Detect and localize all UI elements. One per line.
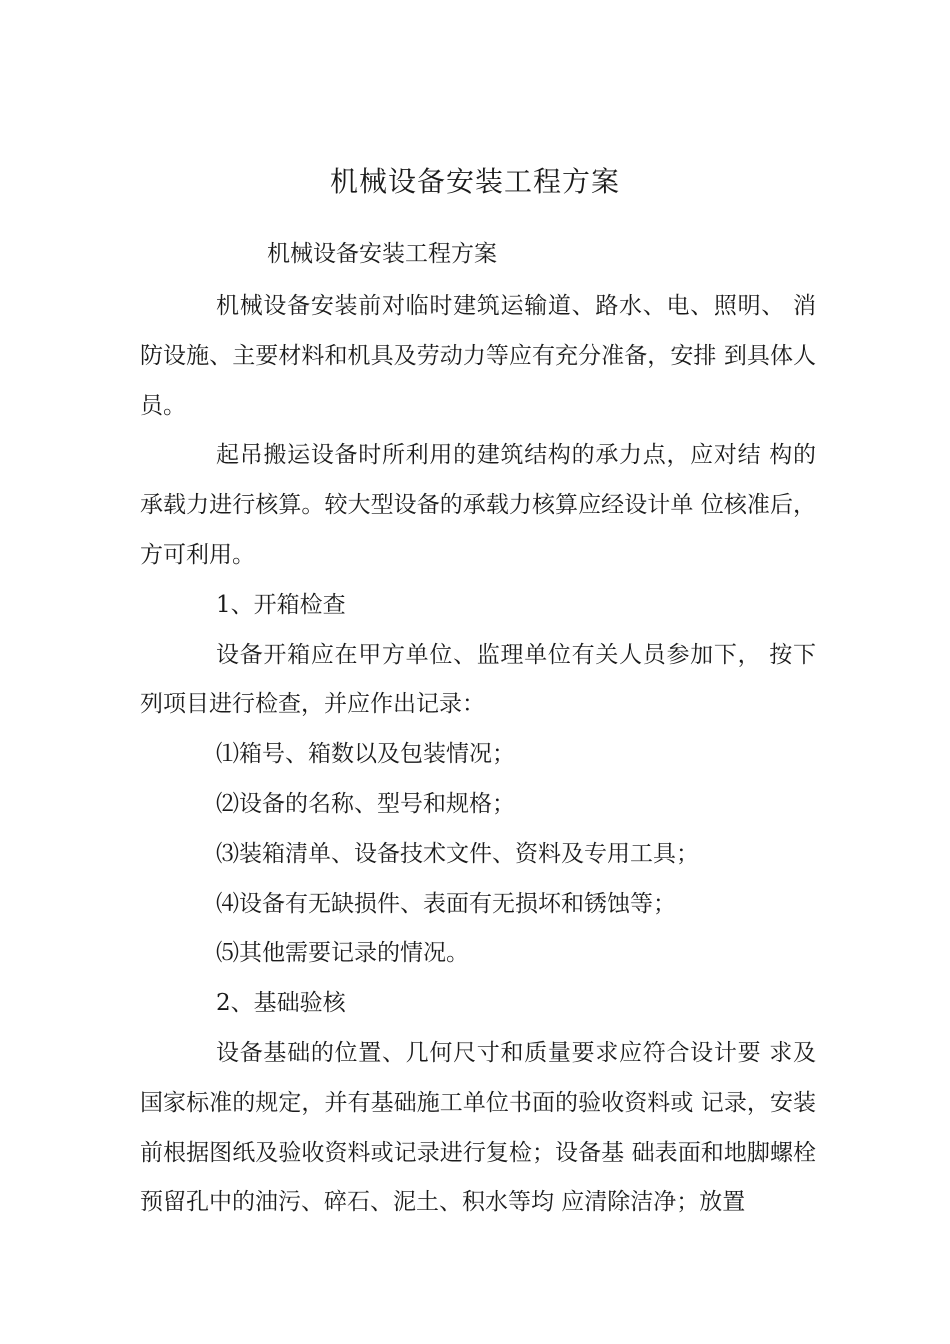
document-subtitle: 机械设备安装工程方案 xyxy=(267,241,497,267)
list-item: ⑴箱号、箱数以及包装情况； xyxy=(216,741,515,768)
list-item: ⑶装箱清单、设备技术文件、资料及专用工具； xyxy=(216,840,699,867)
paragraph-preparation: 机械设备安装前对临时建筑运输道、路水、电、照明、 消防设施、主要材料和机具及劳动力等应有充分准备，安排 到具体人员。 xyxy=(140,293,816,419)
list-item: ⑵设备的名称、型号和规格； xyxy=(216,790,515,817)
paragraph-lifting: 起吊搬运设备时所利用的建筑结构的承力点，应对结 构的承载力进行核算。较大型设备的承载力核算应经设计单 位核准后，方可利用。 xyxy=(140,442,816,568)
list-item: ⑷设备有无缺损件、表面有无损坏和锈蚀等； xyxy=(216,890,676,917)
document-title: 机械设备安装工程方案 xyxy=(329,165,620,198)
list-item: ⑸其他需要记录的情况。 xyxy=(216,940,469,967)
paragraph-unpacking-intro: 设备开箱应在甲方单位、监理单位有关人员参加下， 按下列项目进行检查，并应作出记录： xyxy=(140,641,816,718)
document-body xyxy=(140,282,816,1228)
section-heading-unpacking: 1、开箱检查 xyxy=(216,591,346,618)
section-heading-foundation: 2、基础验核 xyxy=(216,990,346,1017)
paragraph-foundation: 设备基础的位置、几何尺寸和质量要求应符合设计要 求及国家标准的规定，并有基础施工单位书面的验收资料或 记录，安装前根据图纸及验收资料或记录进行复检；设备基 础表面和地脚螺栓预留孔中的油污、碎石、泥土、积水等均 应清除洁净；放置 xyxy=(140,1039,816,1216)
